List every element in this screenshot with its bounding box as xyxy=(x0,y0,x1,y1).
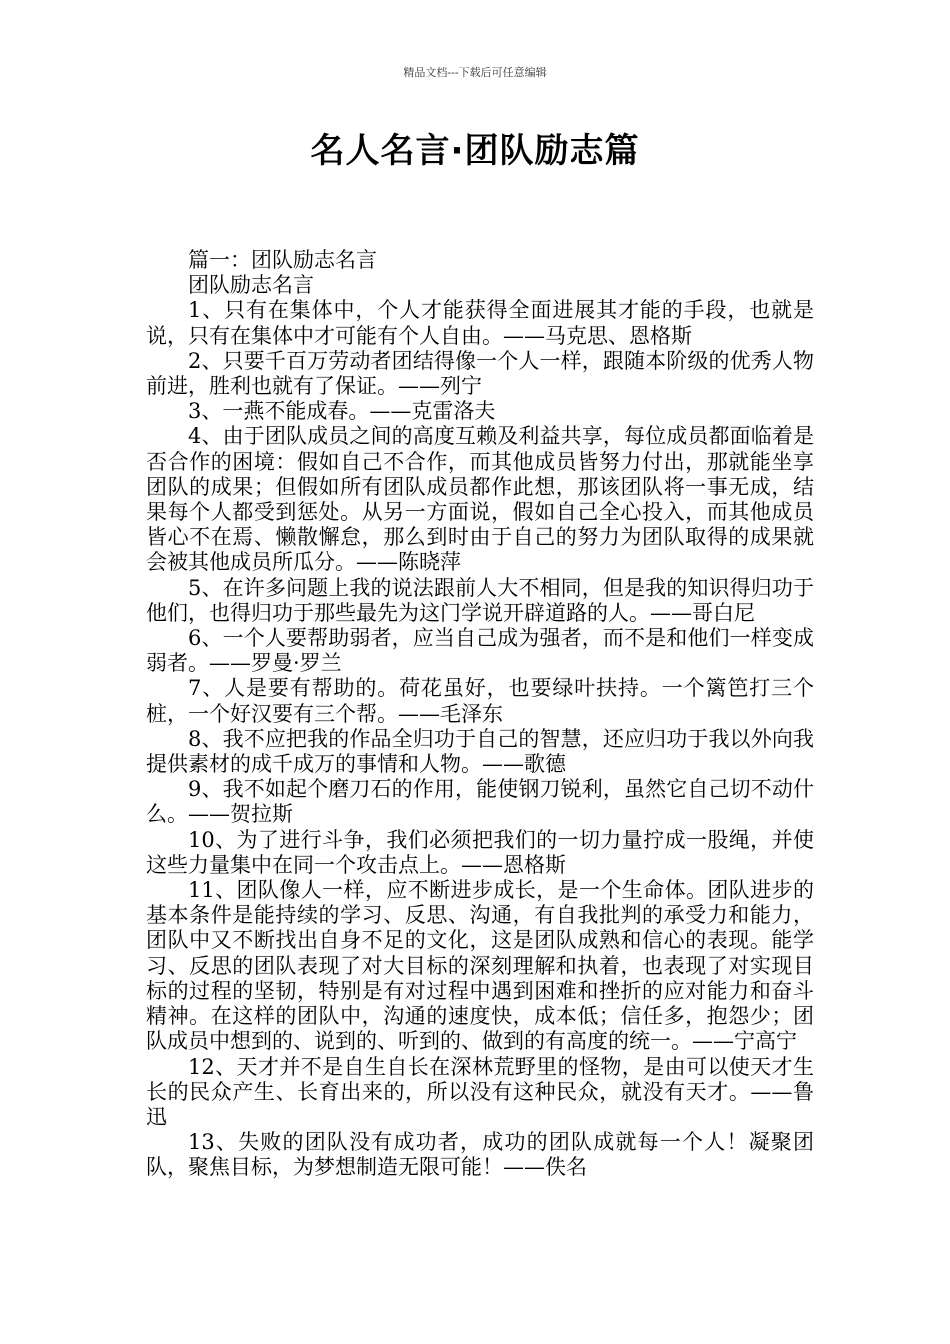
quote-paragraph: 6、一个人要帮助弱者，应当自己成为强者，而不是和他们一样变成弱者。——罗曼·罗兰 xyxy=(146,626,814,676)
section-heading: 篇一：团队励志名言 xyxy=(188,248,377,272)
quote-paragraph: 11、团队像人一样，应不断进步成长，是一个生命体。团队进步的基本条件是能持续的学习、反思、沟通，有自我批判的承受力和能力，团队中又不断找出自身不足的文化，这是团队成熟和信心的表现。能学习、反思的团队表现了对大目标的深刻理解和执着，也表现了对实现目标的过程的坚韧，特别是有对过程中遇到困难和挫折的应对能力和奋斗精神。在这样的团队中，沟通的速度快，成本低；信任多，抱怨少；团队成员中想到的、说到的、听到的、做到的有高度的统一。——宁高宁 xyxy=(146,878,814,1054)
quote-paragraph: 5、在许多问题上我的说法跟前人大不相同，但是我的知识得归功于他们，也得归功于那些最先为这门学说开辟道路的人。——哥白尼 xyxy=(146,575,814,625)
quote-paragraph: 13、失败的团队没有成功者，成功的团队成就每一个人！凝聚团队，聚焦目标，为梦想制造无限可能！——佚名 xyxy=(146,1130,814,1180)
document-title: 名人名言·团队励志篇 xyxy=(310,131,640,171)
section-subheading: 团队励志名言 xyxy=(188,273,314,298)
quote-paragraph: 4、由于团队成员之间的高度互赖及利益共享，每位成员都面临着是否合作的困境：假如自己不合作，而其他成员皆努力付出，那就能坐享团队的成果；但假如所有团队成员都作此想，那该团队将一事无成，结果每个人都受到惩处。从另一方面说，假如自己全心投入，而其他成员皆心不在焉、懒散懈怠，那么到时由于自己的努力为团队取得的成果就会被其他成员所瓜分。——陈晓萍 xyxy=(146,424,814,575)
page-header: 精品文档---下载后可任意编辑 xyxy=(403,66,547,79)
document-body xyxy=(146,248,814,1181)
quote-paragraph: 10、为了进行斗争，我们必须把我们的一切力量拧成一股绳，并使这些力量集中在同一个攻击点上。——恩格斯 xyxy=(146,827,814,877)
quote-paragraph: 8、我不应把我的作品全归功于自己的智慧，还应归功于我以外向我提供素材的成千成万的事情和人物。——歌德 xyxy=(146,726,814,777)
quote-paragraph: 2、只要千百万劳动者团结得像一个人一样，跟随本阶级的优秀人物前进，胜利也就有了保证。——列宁 xyxy=(146,348,814,399)
quote-paragraph: 3、一燕不能成春。——克雷洛夫 xyxy=(188,399,496,424)
quote-paragraph: 9、我不如起个磨刀石的作用，能使钢刀锐利，虽然它自己切不动什么。——贺拉斯 xyxy=(146,777,814,827)
quote-paragraph: 1、只有在集体中，个人才能获得全面进展其才能的手段，也就是说，只有在集体中才可能有个人自由。——马克思、恩格斯 xyxy=(146,298,814,348)
quote-paragraph: 12、天才并不是自生自长在深林荒野里的怪物，是由可以使天才生长的民众产生、长育出来的，所以没有这种民众，就没有天才。——鲁迅 xyxy=(146,1054,814,1129)
quote-paragraph: 7、人是要有帮助的。荷花虽好，也要绿叶扶持。一个篱笆打三个桩，一个好汉要有三个帮。——毛泽东 xyxy=(146,676,814,726)
